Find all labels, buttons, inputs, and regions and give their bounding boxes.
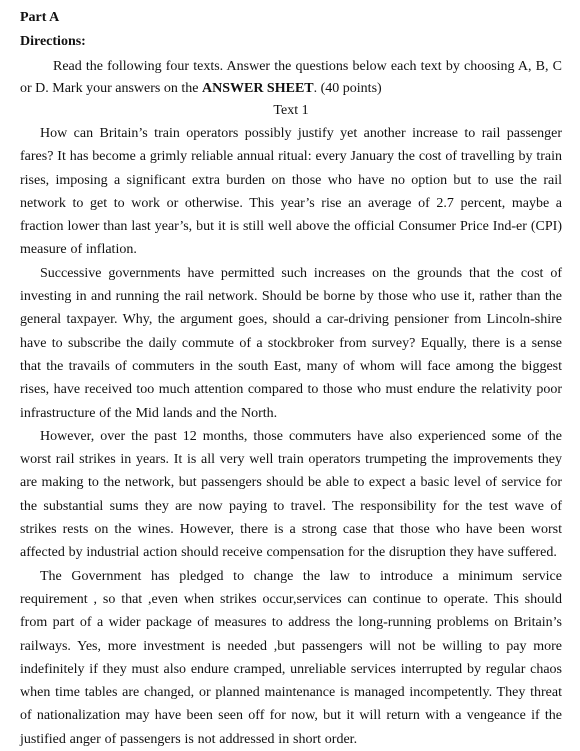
paragraph-3: However, over the past 12 months, those commuters have also experienced some of the worst rail strikes in years. It is all very well train operators trumpeting the improvements they are making to the network, but passengers should be able to expect a basic level of service for the substantial sums they are now paying to travel. The responsibility for the test wave of strikes rests on the wines. However, there is a strong case that those who have been worst affected by industrial action should receive compensation for the disruption they have suffered. — [20, 428, 562, 561]
paragraph-2: Successive governments have permitted such increases on the grounds that the cost of investing in and running the rail network. Should be borne by those who use it, rather than the general taxpayer. Why, the argument goes, should a car-driving pensioner from Lincoln-shire have to subscribe the daily commute of a stockbroker from survey? Equally, there is a sense that the travails of commuters in the south East, many of whom will face among the biggest rises, have received too much attention compared to those who must endure the relativity poor infrastructure of the Mid lands and the North. — [20, 265, 562, 421]
paragraph-1: How can Britain’s train operators possibly justify yet another increase to rail passenger fares? It has become a grimly reliable annual ritual: every January the cost of travelling by train rises, imposing a significant extra burden on those who have no option but to use the rail network to get to work or otherwise. This year’s rise an average of 2.7 percent, maybe a fraction lower than last year’s, but it is still well above the official Consumer Price Ind-er (CPI) measure of inflation. — [20, 126, 562, 258]
paragraph-4: The Government has pledged to change the law to introduce a minimum service requirement , so that ,even when strikes occur,services can continue to operate. This should from part of a wider package of measures to address the long-running problems on Britain’s railways. Yes, more investment is needed ,but passengers will not be willing to pay more indefinitely if they must also endure cramped, unreliable services interrupted by regular chaos when time tables are changed, or planned maintenance is managed incompetently. They threat of nationalization may have been seen off for now, but it will return with a vengeance if the justified anger of passengers is not addressed in short order. — [20, 568, 562, 747]
directions-text-after: . (40 points) — [313, 81, 382, 96]
part-label: Part A — [20, 10, 60, 25]
directions-text-before: Read the following four texts. Answer the questions below each text by choosing A, B, C or D. Mark your answers on the — [20, 59, 562, 96]
answer-sheet-bold: ANSWER SHEET — [201, 81, 314, 96]
text-title: Text 1 — [273, 103, 309, 118]
directions-label: Directions: — [20, 34, 86, 49]
directions-text — [20, 56, 562, 100]
